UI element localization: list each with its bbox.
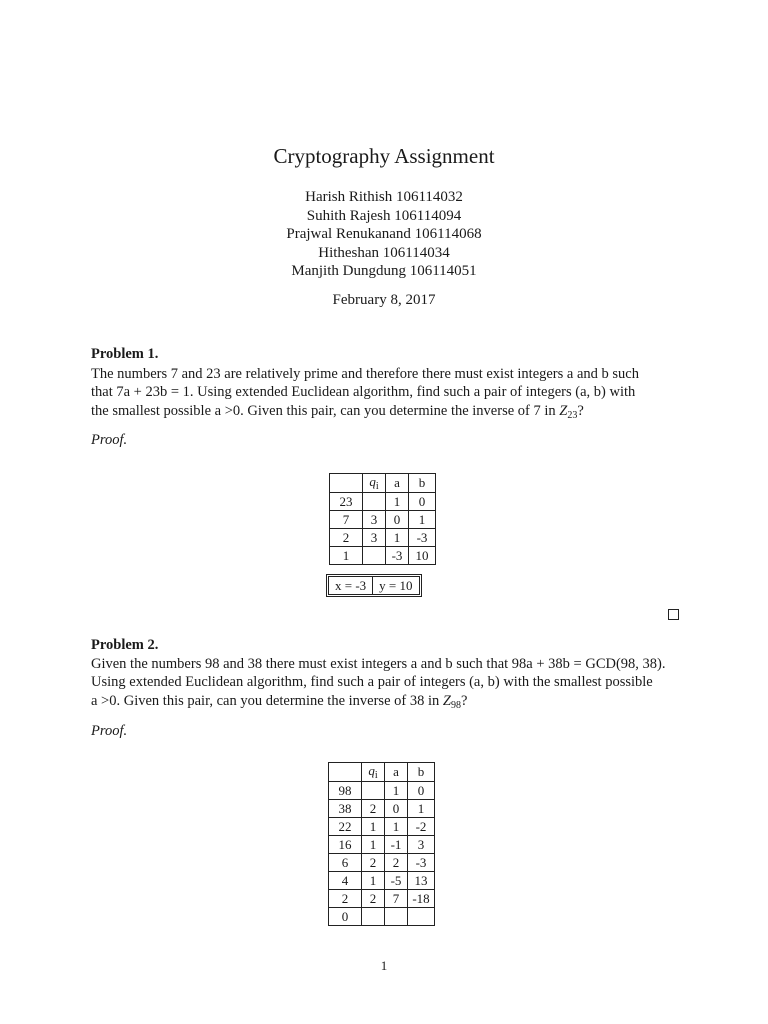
problem-1-answer-box: [326, 574, 422, 597]
problem-2-euclid-table: [328, 762, 435, 926]
table-cell: 2: [362, 854, 385, 872]
math-subscript: 98: [450, 699, 461, 711]
table-cell: 4: [329, 872, 362, 890]
table-cell: 1: [385, 782, 408, 800]
table-cell: 2: [329, 890, 362, 908]
problem-2-heading: Problem 2.: [91, 637, 159, 653]
table-cell: 2: [362, 890, 385, 908]
table-cell: 16: [329, 836, 362, 854]
table-cell: 0: [386, 511, 409, 529]
table-cell: -3: [386, 547, 409, 565]
math-suffix: ?: [460, 692, 468, 709]
header-cell: $q_i$: [363, 474, 386, 493]
table-cell: 1: [386, 529, 409, 547]
table-row: [329, 872, 435, 890]
header-cell: b: [408, 763, 435, 782]
page-number: 1: [380, 958, 388, 973]
author-line: Manjith Dungdung 106114051: [291, 263, 477, 279]
author-line: Harish Rithish 106114032: [305, 189, 463, 205]
table-cell: [362, 908, 385, 926]
problem-2-statement: [91, 655, 679, 715]
header-cell: b: [409, 474, 436, 493]
table-row: [329, 782, 435, 800]
table-cell: 7: [385, 890, 408, 908]
table-cell: [363, 493, 386, 511]
statement-line: [91, 402, 679, 425]
table-row: [329, 890, 435, 908]
table-cell: 3: [363, 511, 386, 529]
table-cell: -18: [408, 890, 435, 908]
table-cell: 1: [362, 872, 385, 890]
table-cell: 1: [409, 511, 436, 529]
document-date: February 8, 2017: [332, 292, 436, 308]
table-row: [329, 854, 435, 872]
table-cell: 22: [329, 818, 362, 836]
author-line: Prajwal Renukanand 106114068: [286, 226, 482, 242]
math-subscript: 23: [567, 409, 578, 421]
table-cell: 0: [408, 782, 435, 800]
table-cell: 1: [386, 493, 409, 511]
author-line: Suhith Rajesh 106114094: [306, 207, 462, 224]
author-list: [0, 188, 768, 281]
table-cell: [363, 547, 386, 565]
statement-line: The numbers 7 and 23 are relatively prime and therefore there must exist integers a and b such: [91, 366, 639, 382]
table-cell: 1: [385, 818, 408, 836]
table-row: [329, 818, 435, 836]
header-cell: $q_i$: [362, 763, 385, 782]
table-cell: 7: [330, 511, 363, 529]
table-cell: 2: [330, 529, 363, 547]
table-header-row: [329, 763, 435, 782]
table-cell: 38: [329, 800, 362, 818]
statement-text: a >0. Given this pair, can you determine the inverse of 38 in: [91, 692, 443, 709]
table-row: [330, 529, 436, 547]
problem-1-statement: [91, 365, 679, 425]
table-cell: [362, 782, 385, 800]
table-cell: 6: [329, 854, 362, 872]
table-cell: 3: [408, 836, 435, 854]
table-cell: -3: [408, 854, 435, 872]
author-line: Hitheshan 106114034: [318, 244, 450, 261]
statement-text: the smallest possible a >0. Given this pair, can you determine the inverse of 7 in: [91, 402, 560, 419]
table-cell: 10: [409, 547, 436, 565]
statement-line: Using extended Euclidean algorithm, find such a pair of integers (a, b) with the smallest possible: [91, 674, 653, 691]
table-row: [330, 493, 436, 511]
table-cell: 0: [409, 493, 436, 511]
table-header-row: [330, 474, 436, 493]
document-title: Cryptography Assignment: [273, 144, 495, 168]
table-cell: 2: [385, 854, 408, 872]
table-cell: 1: [408, 800, 435, 818]
statement-line: [91, 692, 679, 715]
table-row: [330, 547, 436, 565]
math-symbol: Z: [442, 692, 451, 709]
answer-x: x = -3: [335, 578, 367, 593]
table-cell: 23: [330, 493, 363, 511]
statement-line: that 7a + 23b = 1. Using extended Euclidean algorithm, find such a pair of integers (a, b) with: [91, 384, 636, 401]
table-cell: 1: [362, 818, 385, 836]
header-cell: [330, 474, 363, 493]
table-cell: [408, 908, 435, 926]
header-cell: [329, 763, 362, 782]
table-cell: 1: [330, 547, 363, 565]
header-cell: a: [385, 763, 408, 782]
statement-line: Given the numbers 98 and 38 there must exist integers a and b such that 98a + 38b = GCD(98, 38).: [91, 656, 666, 672]
table-cell: 2: [362, 800, 385, 818]
table-row: [329, 800, 435, 818]
table-row: [329, 836, 435, 854]
table-cell: 1: [362, 836, 385, 854]
math-suffix: ?: [577, 402, 584, 419]
problem-1-proof-label: Proof.: [91, 432, 128, 448]
problem-1-heading: Problem 1.: [91, 346, 159, 362]
table-cell: -3: [409, 529, 436, 547]
table-cell: -1: [385, 836, 408, 854]
table-row: [330, 511, 436, 529]
table-cell: [385, 908, 408, 926]
qed-square-icon: [668, 609, 679, 620]
table-cell: 98: [329, 782, 362, 800]
problem-2-proof-label: Proof.: [91, 723, 128, 739]
table-cell: 3: [363, 529, 386, 547]
problem-1-euclid-table: [329, 473, 436, 565]
table-cell: 13: [408, 872, 435, 890]
table-row: [329, 908, 435, 926]
table-cell: 0: [385, 800, 408, 818]
math-symbol: Z: [559, 402, 568, 419]
table-cell: -2: [408, 818, 435, 836]
header-cell: a: [386, 474, 409, 493]
table-cell: -5: [385, 872, 408, 890]
table-cell: 0: [329, 908, 362, 926]
answer-y: y = 10: [372, 577, 418, 594]
